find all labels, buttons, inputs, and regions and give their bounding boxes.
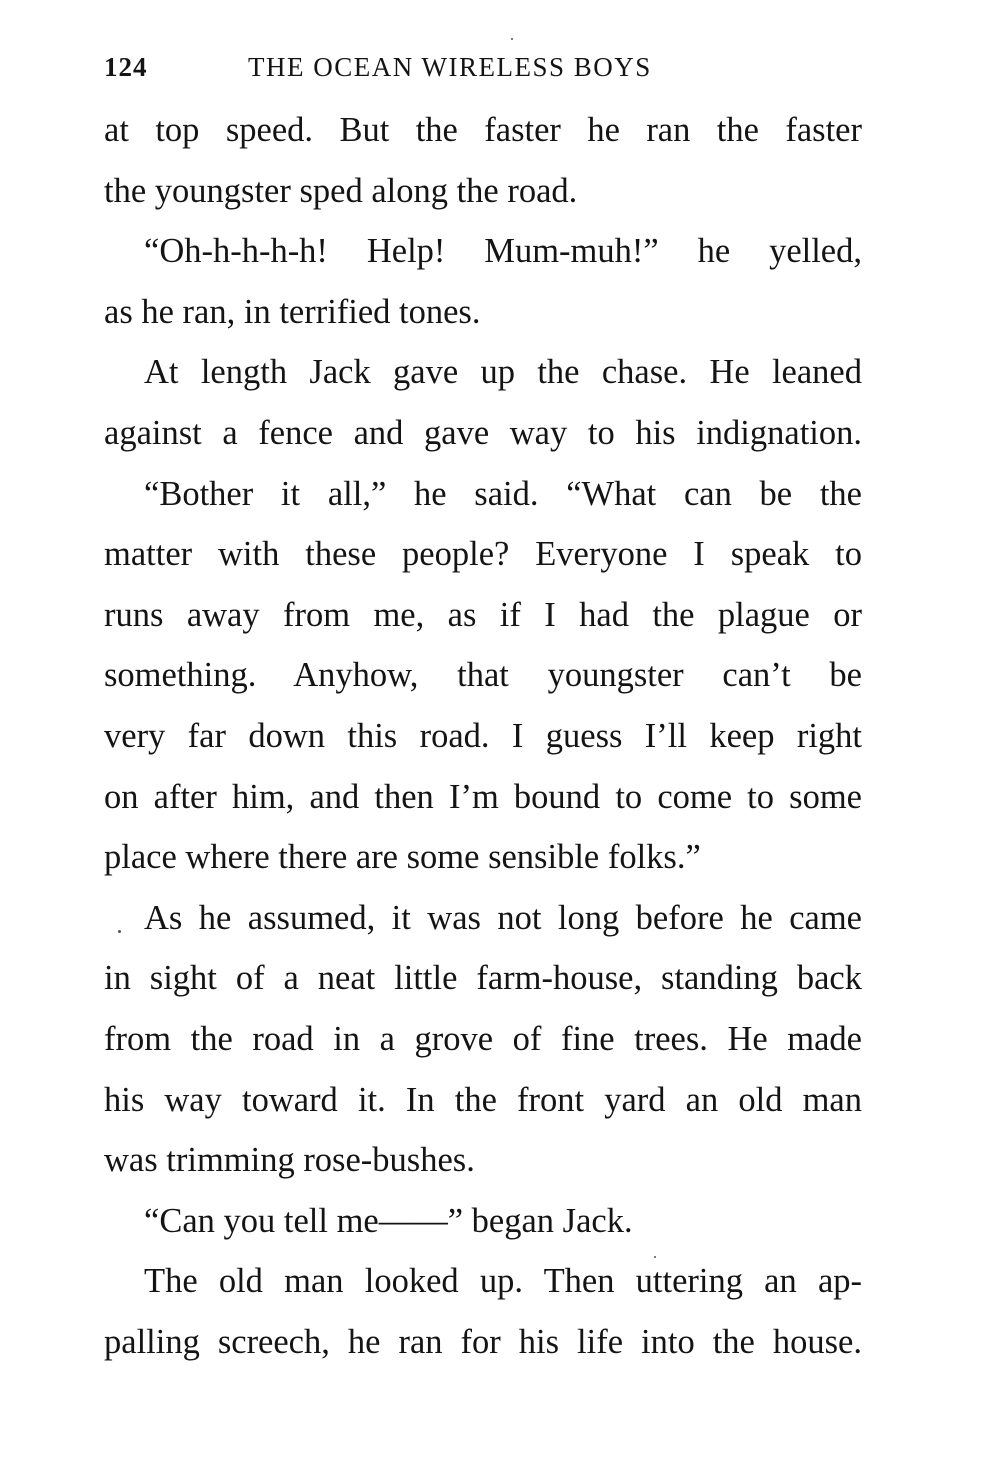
text-line: As he assumed, it was not long before he came — [144, 898, 862, 937]
text-line: against a fence and gave way to his indignation. — [104, 413, 862, 452]
text-line: his way toward it. In the front yard an old man — [104, 1080, 862, 1119]
text-line: the youngster sped along the road. — [104, 171, 578, 210]
text-line: At length Jack gave up the chase. He leaned — [144, 353, 862, 392]
text-line: something. Anyhow, that youngster can’t be — [104, 656, 862, 695]
text-line: “Oh-h-h-h-h! Help! Mum-muh!” he yelled, — [144, 232, 862, 271]
text-line: as he ran, in terrified tones. — [104, 292, 481, 331]
scan-speck — [118, 930, 121, 933]
text-line: “Can you tell me——” began Jack. — [144, 1201, 633, 1240]
scan-speck — [511, 38, 513, 40]
text-line: was trimming rose-bushes. — [104, 1141, 475, 1180]
text-line: matter with these people? Everyone I speak to — [104, 535, 862, 574]
page-number: 124 — [104, 52, 148, 82]
text-line: palling screech, he ran for his life into the house. — [104, 1322, 862, 1361]
scan-speck — [654, 1256, 656, 1258]
text-line: The old man looked up. Then uttering an ap- — [144, 1262, 862, 1301]
text-line: in sight of a neat little farm-house, standing back — [104, 959, 862, 998]
body-text — [104, 100, 862, 1372]
running-title: THE OCEAN WIRELESS BOYS — [248, 52, 652, 82]
text-line: “Bother it all,” he said. “What can be the — [144, 474, 862, 513]
text-line: from the road in a grove of fine trees. He made — [104, 1019, 862, 1058]
text-line: on after him, and then I’m bound to come to some — [104, 777, 862, 816]
text-line: place where there are some sensible folks.” — [104, 838, 701, 877]
text-line: at top speed. But the faster he ran the faster — [104, 111, 862, 149]
text-line: very far down this road. I guess I’ll keep right — [104, 716, 862, 755]
page-header — [104, 52, 864, 92]
text-line: runs away from me, as if I had the plague or — [104, 595, 862, 634]
